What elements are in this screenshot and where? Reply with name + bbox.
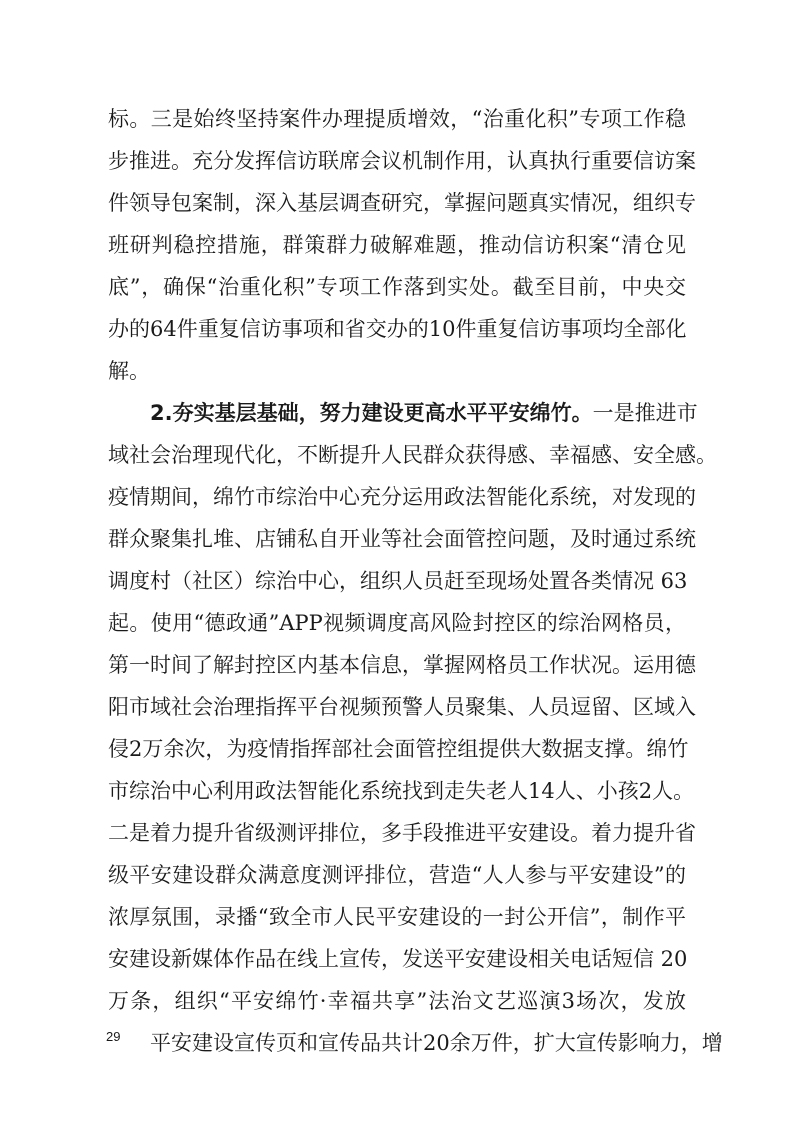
paragraph-line: 群众聚集扎堆、店铺私自开业等社会面管控问题，及时通过系统 bbox=[108, 527, 696, 551]
heading-line-rest: 一是推进市 bbox=[592, 401, 698, 425]
paragraph-line: 万条，组织“平安绵竹·幸福共享”法治文艺巡演3场次，发放 bbox=[108, 989, 686, 1013]
paragraph-line: 办的64件重复信访事项和省交办的10件重复信访事项均全部化 bbox=[108, 317, 687, 341]
paragraph-line: 二是着力提升省级测评排位，多手段推进平安建设。着力提升省 bbox=[108, 821, 696, 845]
paragraph-line: 阳市域社会治理指挥平台视频预警人员聚集、人员逗留、区域入 bbox=[108, 695, 696, 719]
paragraph-line: 疫情期间，绵竹市综治中心充分运用政法智能化系统，对发现的 bbox=[108, 485, 696, 509]
paragraph-line: 班研判稳控措施，群策群力破解难题，推动信访积案“清仓见 bbox=[108, 233, 686, 257]
paragraph-line: 调度村（社区）综治中心，组织人员赶至现场处置各类情况 63 bbox=[108, 569, 688, 593]
paragraph-line: 件领导包案制，深入基层调查研究，掌握问题真实情况，组织专 bbox=[108, 191, 696, 215]
paragraph-line: 域社会治理现代化，不断提升人民群众获得感、幸福感、安全感。 bbox=[108, 443, 717, 467]
paragraph-line: 侵2万余次，为疫情指挥部社会面管控组提供大数据支撑。绵竹 bbox=[108, 737, 689, 761]
paragraph-line: 平安建设宣传页和宣传品共计20余万件，扩大宣传影响力，增 bbox=[150, 1031, 723, 1055]
paragraph-line: 解。 bbox=[108, 359, 150, 383]
page-number: 29 bbox=[106, 1029, 121, 1044]
section-heading: 2.夯实基层基础，努力建设更高水平平安绵竹。 bbox=[150, 401, 593, 425]
paragraph-line: 级平安建设群众满意度测评排位，营造“人人参与平安建设”的 bbox=[108, 863, 686, 887]
paragraph-line: 步推进。充分发挥信访联席会议机制作用，认真执行重要信访案 bbox=[108, 149, 696, 173]
paragraph-line: 市综治中心利用政法智能化系统找到走失老人14人、小孩2人。 bbox=[108, 779, 695, 803]
paragraph-line: 标。三是始终坚持案件办理提质增效，“治重化积”专项工作稳 bbox=[108, 107, 686, 131]
section-heading-line bbox=[150, 398, 698, 428]
paragraph-line: 浓厚氛围，录播“致全市人民平安建设的一封公开信”，制作平 bbox=[108, 905, 686, 929]
paragraph-line: 安建设新媒体作品在线上宣传，发送平安建设相关电话短信 20 bbox=[108, 947, 688, 971]
paragraph-line: 起。使用“德政通”APP视频调度高风险封控区的综治网格员， bbox=[108, 611, 686, 635]
paragraph-line: 第一时间了解封控区内基本信息，掌握网格员工作状况。运用德 bbox=[108, 653, 696, 677]
paragraph-line: 底”，确保“治重化积”专项工作落到实处。截至目前，中央交 bbox=[108, 275, 686, 299]
